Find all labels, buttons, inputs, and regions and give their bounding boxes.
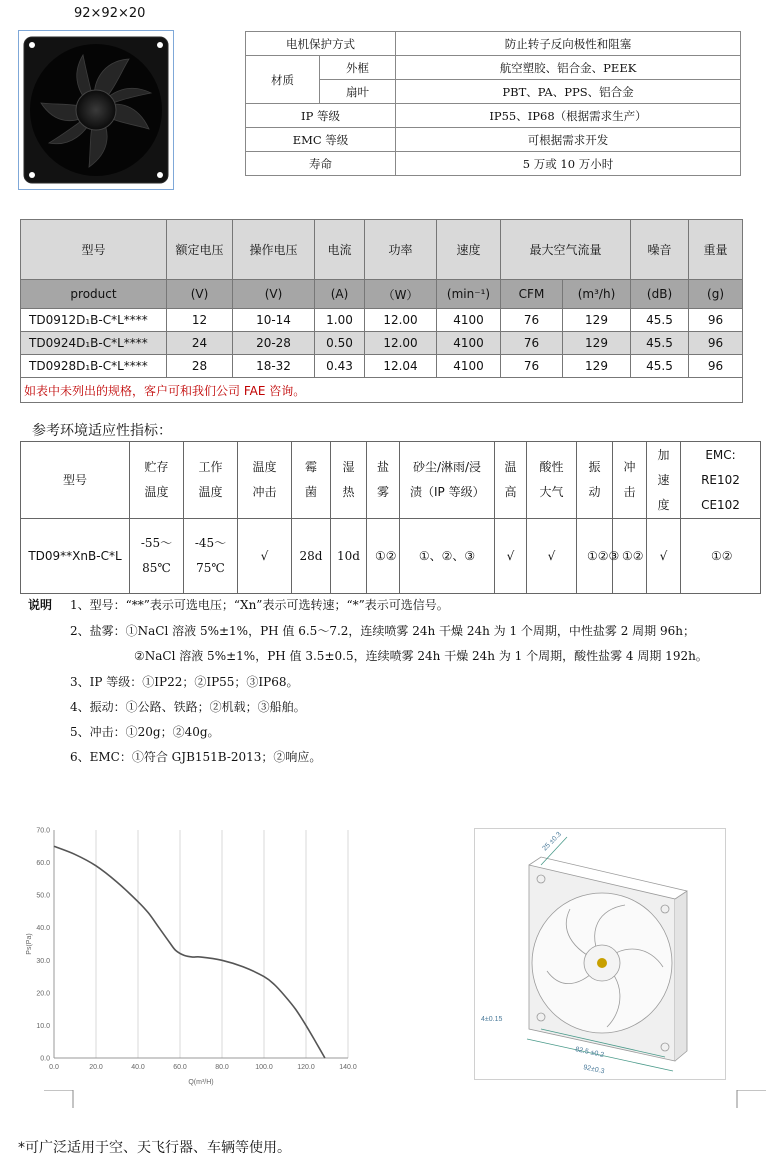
cell: 96 <box>689 332 743 355</box>
life-label: 寿命 <box>246 152 396 176</box>
fan-photo <box>18 30 174 190</box>
chart-ylabel: Ps(Pa) <box>26 933 33 955</box>
cell: 18-32 <box>233 355 315 378</box>
env-col-impact: 冲击 <box>613 442 647 519</box>
cell: TD0924D₁B-C*L**** <box>21 332 167 355</box>
env-vibration: ①②③ <box>577 519 613 594</box>
properties-table <box>245 31 741 176</box>
env-col-working: 工作温度 <box>184 442 238 519</box>
unit-product: product <box>21 280 167 309</box>
cell: 129 <box>563 309 631 332</box>
env-impact: ①② <box>613 519 647 594</box>
env-col-salt: 盐雾 <box>367 442 400 519</box>
env-col-storage: 贮存温度 <box>130 442 184 519</box>
note-line: 4、振动：①公路、铁路；②机载；③船舶。 <box>70 700 306 714</box>
col-model: 型号 <box>21 220 167 280</box>
env-col-accel: 加速度 <box>647 442 681 519</box>
unit-speed: (min⁻¹) <box>437 280 501 309</box>
table-row <box>21 309 743 332</box>
cell: 4100 <box>437 355 501 378</box>
emc-value: 可根据需求开发 <box>396 128 741 152</box>
unit-rated-voltage: (V) <box>167 280 233 309</box>
pq-chart <box>26 822 366 1092</box>
env-col-ip: 砂尘/淋雨/浸渍（IP 等级） <box>400 442 495 519</box>
cell: 96 <box>689 309 743 332</box>
unit-noise: (dB) <box>631 280 689 309</box>
cell: 12.04 <box>365 355 437 378</box>
blade-value: PBT、PA、PPS、铝合金 <box>396 80 741 104</box>
dim-pitch-label: 82.5 ±0.2 <box>574 1046 605 1060</box>
cell: 4100 <box>437 332 501 355</box>
frame-value: 航空塑胶、铝合金、PEEK <box>396 56 741 80</box>
y-tick-label: 70.0 <box>36 827 50 835</box>
crop-mark <box>44 1090 74 1108</box>
env-emc: ①② <box>681 519 761 594</box>
x-tick-label: 100.0 <box>255 1064 273 1071</box>
env-high-temp: √ <box>495 519 527 594</box>
cell: 76 <box>501 355 563 378</box>
env-working: -45～75℃ <box>184 519 238 594</box>
env-title: 参考环境适应性指标： <box>32 423 172 439</box>
col-noise: 噪音 <box>631 220 689 280</box>
y-tick-label: 20.0 <box>36 990 50 998</box>
cell: 129 <box>563 355 631 378</box>
chart-xlabel: Q(m³/H) <box>188 1079 214 1086</box>
cell: TD0928D₁B-C*L**** <box>21 355 167 378</box>
cell: 28 <box>167 355 233 378</box>
env-mold: 28d <box>292 519 331 594</box>
col-speed: 速度 <box>437 220 501 280</box>
emc-label: EMC 等级 <box>246 128 396 152</box>
col-current: 电流 <box>315 220 365 280</box>
y-tick-label: 10.0 <box>36 1022 50 1030</box>
env-acid: √ <box>527 519 577 594</box>
dim-width-label: 92±0.3 <box>582 1064 605 1076</box>
cell: 10-14 <box>233 309 315 332</box>
env-col-mold: 霉菌 <box>292 442 331 519</box>
size-label: 92×92×20 <box>74 6 146 21</box>
cell: 0.43 <box>315 355 365 378</box>
y-tick-label: 60.0 <box>36 860 50 868</box>
unit-current: (A) <box>315 280 365 309</box>
y-tick-label: 0.0 <box>40 1055 50 1063</box>
env-col-vibration: 振动 <box>577 442 613 519</box>
ip-label: IP 等级 <box>246 104 396 128</box>
cell: 76 <box>501 332 563 355</box>
chart-grid <box>96 830 348 1058</box>
col-max-airflow: 最大空气流量 <box>501 220 631 280</box>
table-row <box>21 355 743 378</box>
table-row <box>21 332 743 355</box>
x-tick-label: 80.0 <box>215 1064 229 1071</box>
cell: TD0912D₁B-C*L**** <box>21 309 167 332</box>
env-col-emc: EMC: RE102 CE102 <box>681 442 761 519</box>
env-col-high-temp: 温高 <box>495 442 527 519</box>
env-col-damp: 湿热 <box>331 442 367 519</box>
env-model: TD09**XnB-C*L <box>21 519 130 594</box>
col-power: 功率 <box>365 220 437 280</box>
unit-operating-voltage: (V) <box>233 280 315 309</box>
dim-hole-label: 4±0.15 <box>481 1016 503 1023</box>
ip-value: IP55、IP68（根据需求生产） <box>396 104 741 128</box>
unit-power: （W） <box>365 280 437 309</box>
env-col-model: 型号 <box>21 442 130 519</box>
y-tick-label: 50.0 <box>36 892 50 900</box>
x-tick-label: 60.0 <box>173 1064 187 1071</box>
unit-cfm: CFM <box>501 280 563 309</box>
x-tick-label: 0.0 <box>49 1064 59 1071</box>
unit-m3h: (m³/h) <box>563 280 631 309</box>
spec-table <box>20 219 743 403</box>
col-rated-voltage: 额定电压 <box>167 220 233 280</box>
note-line: 1、型号：“**”表示可选电压；“Xn”表示可选转速；“*”表示可选信号。 <box>70 598 449 612</box>
env-col-temp-shock: 温度冲击 <box>238 442 292 519</box>
crop-mark <box>736 1090 766 1108</box>
cell: 12.00 <box>365 332 437 355</box>
cell: 129 <box>563 332 631 355</box>
y-tick-label: 40.0 <box>36 925 50 933</box>
footer-note: *可广泛适用于空、天飞行器、车辆等使用。 <box>18 1140 291 1156</box>
x-tick-label: 140.0 <box>339 1064 357 1071</box>
x-tick-label: 20.0 <box>89 1064 103 1071</box>
notes-head: 说明 <box>28 598 53 612</box>
y-tick-label: 30.0 <box>36 957 50 965</box>
cell: 12.00 <box>365 309 437 332</box>
cell: 76 <box>501 309 563 332</box>
cell: 45.5 <box>631 355 689 378</box>
note-line: 5、冲击：①20g；②40g。 <box>70 725 220 739</box>
env-temp-shock: √ <box>238 519 292 594</box>
chart-series-line <box>54 846 325 1058</box>
cell: 20-28 <box>233 332 315 355</box>
material-label: 材质 <box>246 56 320 104</box>
env-table <box>20 441 761 594</box>
env-accel: √ <box>647 519 681 594</box>
frame-label: 外框 <box>320 56 396 80</box>
dimension-drawing <box>474 828 726 1080</box>
table-row <box>21 519 761 594</box>
note-line: 3、IP 等级：①IP22；②IP55；③IP68。 <box>70 675 299 689</box>
env-storage: -55～85℃ <box>130 519 184 594</box>
cell: 45.5 <box>631 309 689 332</box>
note-line: 2、盐雾：①NaCl 溶液 5%±1%，PH 值 6.5～7.2，连续喷雾 24h 干燥 24h 为 1 个周期，中性盐雾 2 周期 96h； <box>70 624 695 638</box>
cell: 0.50 <box>315 332 365 355</box>
unit-weight: (g) <box>689 280 743 309</box>
spec-note: 如表中未列出的规格，客户可和我们公司 FAE 咨询。 <box>21 378 743 403</box>
col-weight: 重量 <box>689 220 743 280</box>
protection-value: 防止转子反向极性和阻塞 <box>396 32 741 56</box>
env-salt: ①② <box>367 519 400 594</box>
cell: 96 <box>689 355 743 378</box>
note-line: 6、EMC：①符合 GJB151B-2013；②响应。 <box>70 750 322 764</box>
blade-label: 扇叶 <box>320 80 396 104</box>
dim-top-label: 25 ±0.3 <box>541 830 563 853</box>
cell: 1.00 <box>315 309 365 332</box>
note-line: ②NaCl 溶液 5%±1%，PH 值 3.5±0.5，连续喷雾 24h 干燥 24h 为 1 个周期，酸性盐雾 4 周期 192h。 <box>134 649 708 663</box>
x-tick-label: 120.0 <box>297 1064 315 1071</box>
col-operating-voltage: 操作电压 <box>233 220 315 280</box>
cell: 12 <box>167 309 233 332</box>
x-tick-label: 40.0 <box>131 1064 145 1071</box>
env-damp: 10d <box>331 519 367 594</box>
cell: 45.5 <box>631 332 689 355</box>
env-col-acid: 酸性大气 <box>527 442 577 519</box>
env-ip: ①、②、③ <box>400 519 495 594</box>
protection-label: 电机保护方式 <box>246 32 396 56</box>
cell: 24 <box>167 332 233 355</box>
life-value: 5 万或 10 万小时 <box>396 152 741 176</box>
cell: 4100 <box>437 309 501 332</box>
